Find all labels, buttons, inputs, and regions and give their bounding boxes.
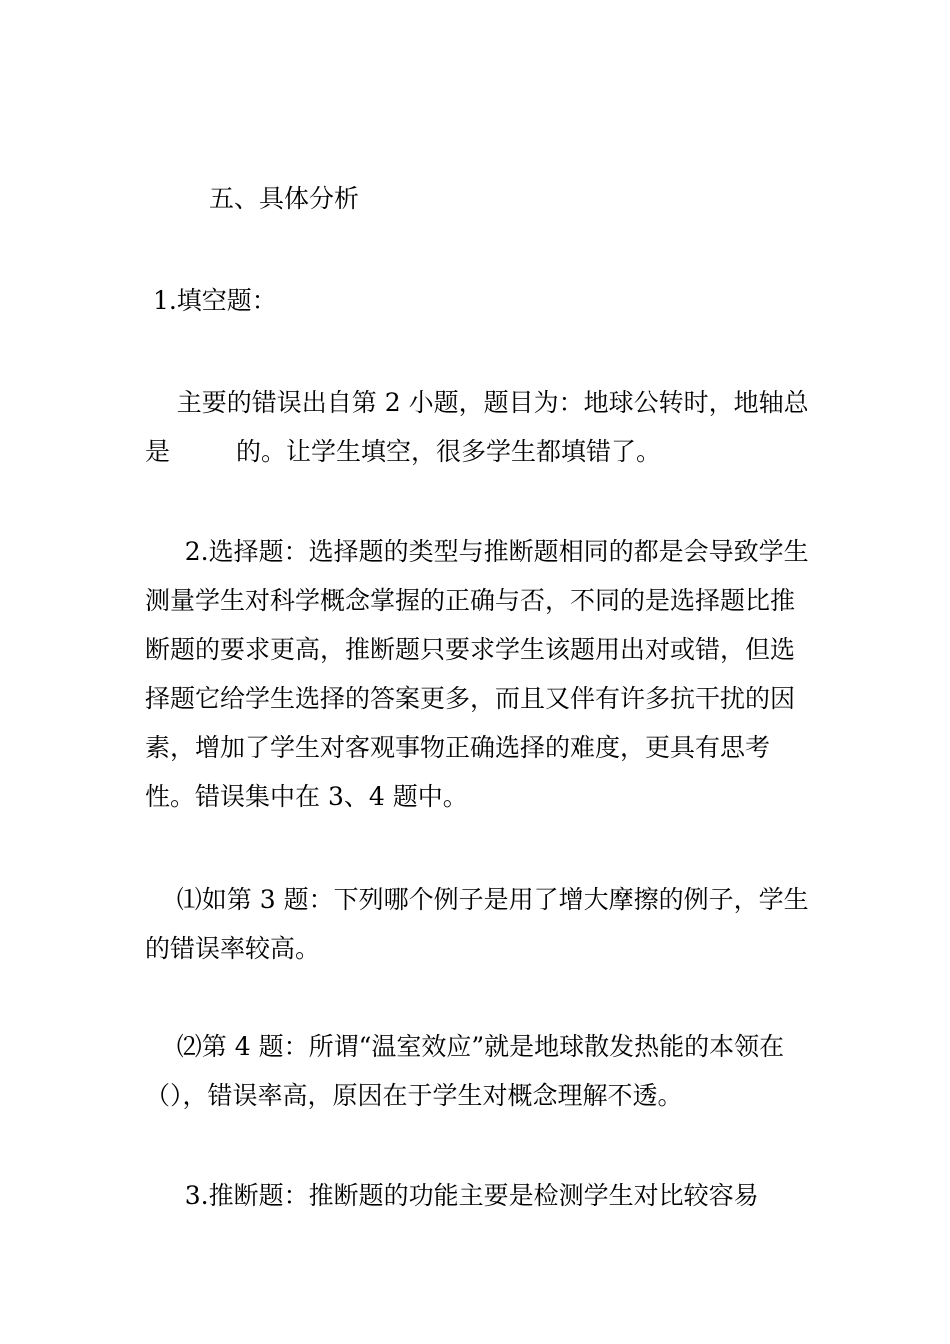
para1-text-before-blank: 主要的错误出自第 2 小题，题目为：地球公转时，地轴总是	[145, 388, 809, 466]
fill-in-blank-paragraph	[145, 378, 810, 476]
section-heading: 五、具体分析	[209, 184, 360, 213]
fill-in-blank-title: 1.填空题：	[145, 286, 277, 315]
question-4-paragraph: ⑵第 4 题：所谓“温室效应”就是地球散发热能的本领在（），错误率高，原因在于学生对概念理解不透。	[145, 1032, 785, 1110]
multiple-choice-paragraph: 2.选择题：选择题的类型与推断题相同的都是会导致学生测量学生对科学概念掌握的正确与否，不同的是选择题比推断题的要求更高，推断题只要求学生该题用出对或错，但选择题它给学生选择的答案更多，而且又伴有许多抗干扰的因素，增加了学生对客观事物正确选择的难度，更具有思考性。错误集中在 3、4 题中。	[145, 537, 809, 811]
para1-text-after-blank: 的。让学生填空，很多学生都填错了。	[236, 437, 662, 466]
question-3-paragraph: ⑴如第 3 题：下列哪个例子是用了增大摩擦的例子，学生的错误率较高。	[145, 885, 809, 963]
judgment-question-paragraph: 3.推断题：推断题的功能主要是检测学生对比较容易	[145, 1181, 759, 1210]
